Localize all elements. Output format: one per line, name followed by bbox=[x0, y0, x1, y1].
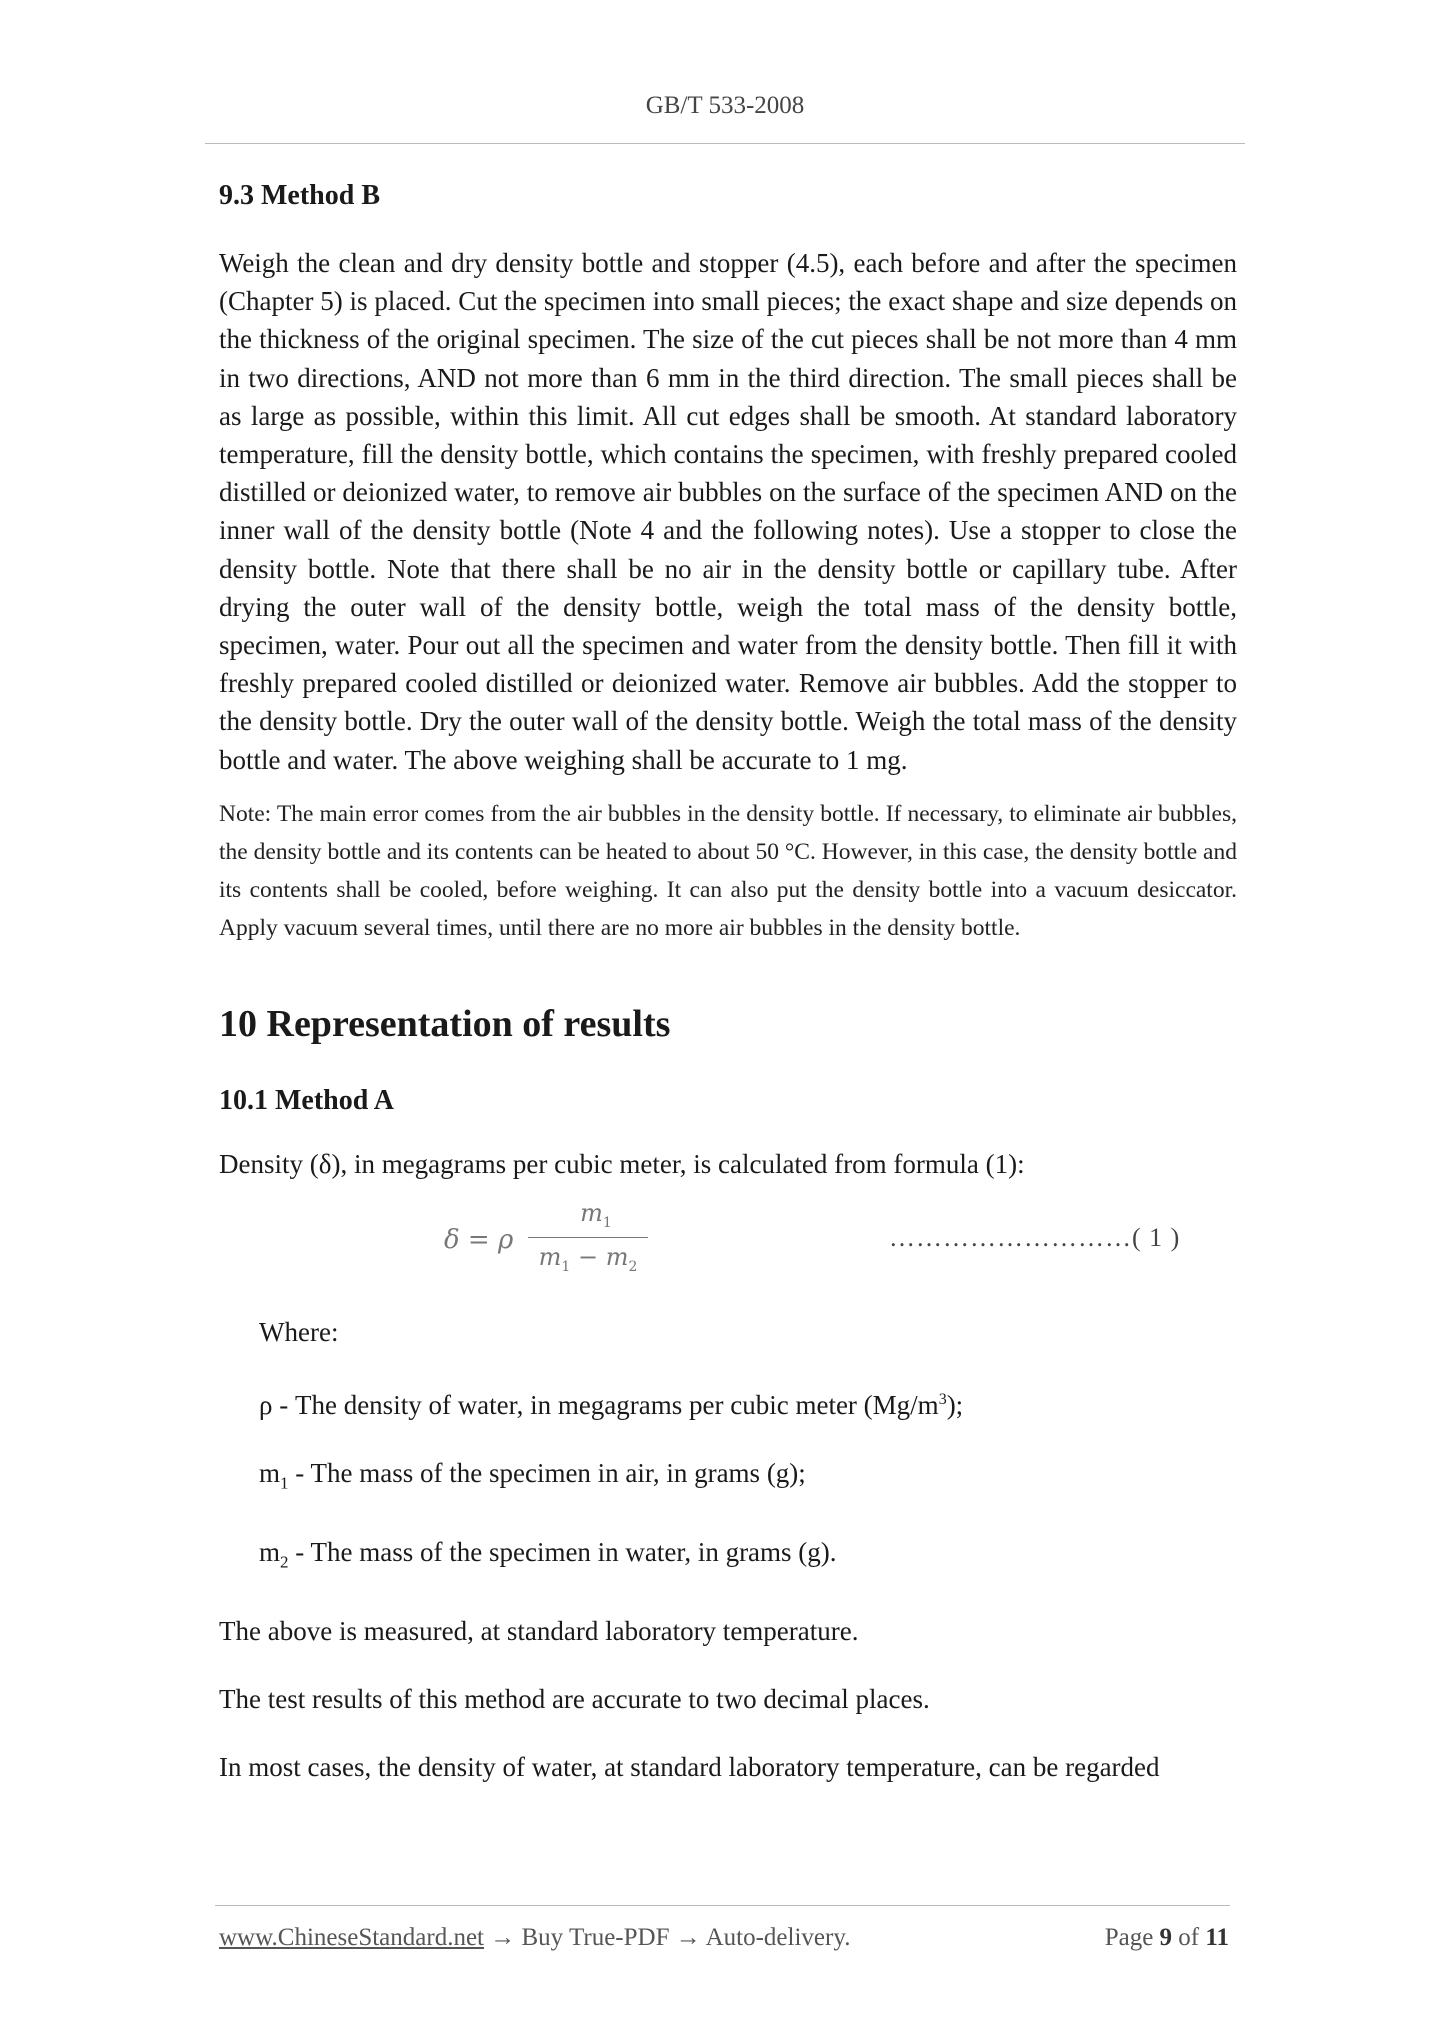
definition-rho: ρ - The density of water, in megagrams per cubic meter $(Mg/m^3)$; bbox=[259, 1390, 964, 1421]
auto-delivery-text: Auto-delivery. bbox=[705, 1924, 851, 1951]
running-header: GB/T 533-2008 bbox=[645, 92, 805, 119]
fraction-bar bbox=[528, 1237, 648, 1238]
formula-number: ………………………( 1 ) bbox=[889, 1223, 1181, 1253]
definition-m1: $m_1$ - The mass of the specimen in air, in grams (g); bbox=[259, 1458, 806, 1493]
method-b-note: Note: The main error comes from the air bubbles in the density bottle. If necessary, to eliminate air bubbles, the density bottle and its contents can be heated to about 50 °C. However, in this case, the density bottle and its contents shall be cooled, before weighing. It can also put the density bottle into a vacuum desiccator. Apply vacuum several times, until there are no more air bubbles in the density bottle. bbox=[219, 800, 1237, 941]
formula-lhs: δ = ρ bbox=[444, 1225, 514, 1256]
heading-10: 10 Representation of results bbox=[219, 1002, 671, 1045]
arrow-right-icon: → bbox=[484, 1924, 522, 1951]
footer-divider bbox=[215, 1905, 1230, 1906]
website-link[interactable]: www.ChineseStandard.net bbox=[219, 1924, 484, 1951]
formula-intro: Density (δ), in megagrams per cubic meter, is calculated from formula (1): bbox=[219, 1148, 1025, 1179]
heading-10-1: 10.1 Method A bbox=[219, 1084, 394, 1116]
buy-pdf-text: Buy True-PDF bbox=[521, 1924, 670, 1951]
arrow-right-icon: → bbox=[669, 1924, 706, 1951]
page-footer bbox=[219, 1924, 1229, 1964]
page-content bbox=[219, 176, 1237, 1786]
method-b-paragraph: Weigh the clean and dry density bottle and stopper (4.5), each before and after the specimen (Chapter 5) is placed. Cut the specimen into small pieces; the exact shape and size depends on the thickness of the original specimen. The size of the cut pieces shall be not more than 4 mm in two directions, AND not more than 6 mm in the third direction. The small pieces shall be as large as possible, within this limit. All cut edges shall be smooth. At standard laboratory temperature, fill the density bottle, which contains the specimen, with freshly prepared cooled distilled or deionized water, to remove air bubbles on the surface of the specimen AND on the inner wall of the density bottle (Note 4 and the following notes). Use a stopper to close the density bottle. Note that there shall be no air in the density bottle or capillary tube. After drying the outer wall of the density bottle, weigh the total mass of the density bottle, specimen, water. Pour out all the specimen and water from the density bottle. Then fill it with freshly prepared cooled distilled or deionized water. Remove air bubbles. Add the stopper to the density bottle. Dry the outer wall of the density bottle. Weigh the total mass of the density bottle and water. The above weighing shall be accurate to 1 mg. bbox=[219, 248, 1237, 775]
measurement-note: The above is measured, at standard laboratory temperature. bbox=[219, 1615, 859, 1646]
formula-1 bbox=[219, 1197, 1237, 1287]
heading-9-3: 9.3 Method B bbox=[219, 180, 380, 211]
water-density-text: In most cases, the density of water, at standard laboratory temperature, can be regarded bbox=[219, 1752, 1160, 1783]
definition-m2: $m_2$ - The mass of the specimen in water, in grams (g). bbox=[259, 1537, 837, 1572]
where-label: Where: bbox=[259, 1317, 339, 1348]
page-number: Page 9 of 11 bbox=[1104, 1924, 1229, 1951]
header-divider bbox=[205, 143, 1245, 144]
formula-denominator: $m_1 - m_2$ bbox=[538, 1243, 638, 1275]
formula-numerator: $m_1$ bbox=[580, 1199, 612, 1231]
density-formula bbox=[444, 1197, 664, 1287]
accuracy-note: The test results of this method are accurate to two decimal places. bbox=[219, 1683, 930, 1714]
